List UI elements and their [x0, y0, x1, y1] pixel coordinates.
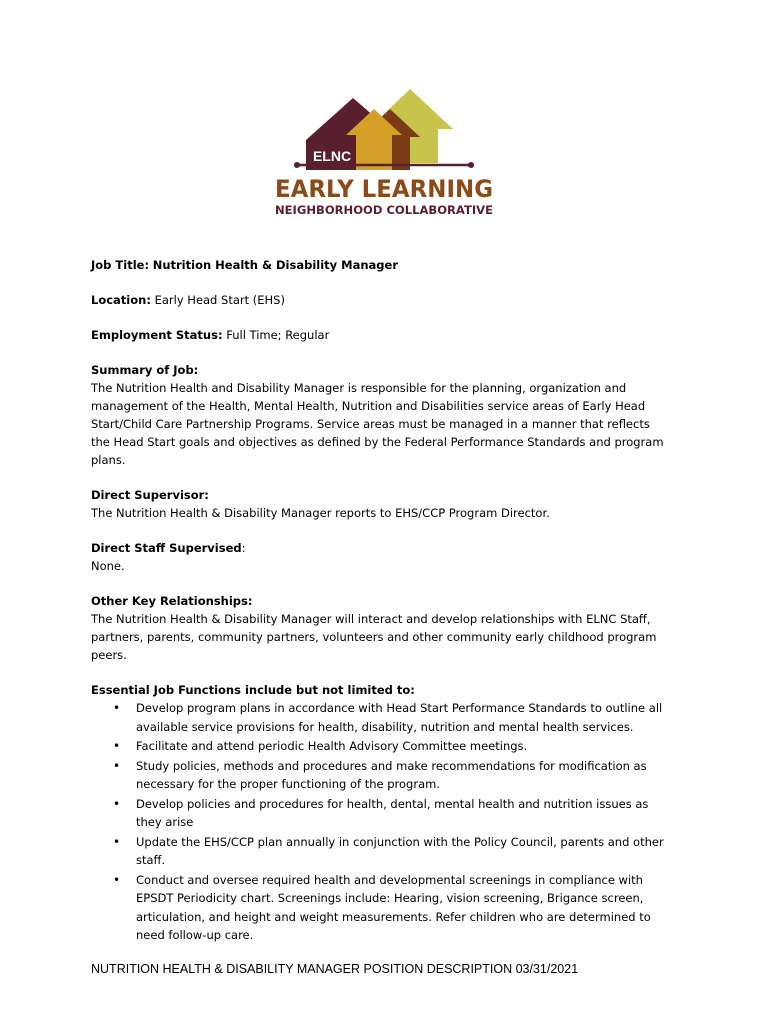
location-label: Location:: [91, 293, 151, 307]
bullet-icon: •: [113, 872, 121, 887]
relationships-heading: Other Key Relationships:: [91, 594, 253, 608]
bullet-icon: •: [113, 834, 121, 849]
list-item-text: Update the EHS/CCP plan annually in conjunction with the Policy Council, parents and other staff.: [136, 834, 664, 867]
page-footer: NUTRITION HEALTH & DISABILITY MANAGER POSITION DESCRIPTION 03/31/2021: [91, 962, 579, 976]
functions-heading: Essential Job Functions include but not limited to:: [91, 683, 415, 697]
job-title-value: Nutrition Health & Disability Manager: [152, 258, 399, 272]
employment-status-value: Full Time; Regular: [226, 328, 330, 342]
direct-staff-section: [91, 539, 671, 575]
bullet-icon: •: [113, 701, 121, 715]
employment-status-label: Employment Status:: [91, 328, 223, 342]
list-item-text: Study policies, methods and procedures and make recommendations for modification as necessary for the proper functioning of the program.: [136, 758, 647, 791]
functions-list: [91, 699, 671, 945]
elnc-logo: [270, 85, 498, 220]
direct-staff-heading: Direct Staff Supervised: [91, 541, 242, 555]
job-title-label: Job Title:: [91, 258, 150, 272]
direct-supervisor-heading: Direct Supervisor:: [91, 488, 209, 502]
job-description: [91, 256, 671, 946]
direct-supervisor-section: [91, 486, 671, 522]
list-item-text: Develop program plans in accordance with Head Start Performance Standards to outline all available service provisions for health, disability, nutrition and mental health services.: [136, 701, 663, 734]
logo-line1: EARLY LEARNING: [275, 175, 493, 203]
relationships-section: [91, 592, 671, 664]
logo-badge: ELNC: [312, 148, 352, 164]
list-item: [91, 795, 671, 832]
job-title-row: [91, 256, 671, 274]
list-item-text: Facilitate and attend periodic Health Advisory Committee meetings.: [136, 739, 528, 753]
list-item: [91, 737, 671, 756]
direct-staff-text: None.: [91, 559, 125, 573]
relationships-text: The Nutrition Health & Disability Manager will interact and develop relationships with ELNC Staff, partners, parents, community partners, volunteers and other community early childhood program peers.: [91, 612, 657, 662]
bullet-icon: •: [113, 739, 121, 753]
employment-status-row: [91, 326, 671, 344]
list-item: [91, 757, 671, 794]
list-item-text: Conduct and oversee required health and developmental screenings in compliance with EPSDT Periodicity chart. Screenings include: Hearing, vision screening, Brigance screen, articulation, and height and weight measurements. Refer children who are determined to need follow-up care.: [136, 872, 651, 942]
list-item: [91, 699, 671, 736]
logo-line2: NEIGHBORHOOD COLLABORATIVE: [275, 203, 494, 217]
bullet-icon: •: [113, 796, 121, 811]
location-value: Early Head Start (EHS): [154, 293, 285, 307]
logo-dot-left: [294, 162, 300, 168]
direct-supervisor-text: The Nutrition Health & Disability Manager reports to EHS/CCP Program Director.: [91, 506, 550, 520]
direct-staff-colon: :: [241, 541, 246, 555]
location-row: [91, 291, 671, 309]
summary-text: The Nutrition Health and Disability Manager is responsible for the planning, organization and management of the Health, Mental Health, Nutrition and Disabilities service areas of Early Head Start/Child Care Partnership Programs. Service areas must be managed in a manner that reflects the Head Start goals and objectives as defined by the Federal Performance Standards and program plans.: [91, 381, 664, 467]
list-item: [91, 871, 671, 945]
direct-staff-heading-row: [91, 539, 671, 557]
summary-heading: Summary of Job:: [91, 363, 199, 377]
list-item-text: Develop policies and procedures for health, dental, mental health and nutrition issues as they arise: [136, 796, 649, 829]
bullet-icon: •: [113, 758, 121, 773]
logo-dot-right: [468, 162, 474, 168]
list-item: [91, 833, 671, 870]
functions-section: [91, 681, 671, 945]
summary-section: [91, 361, 671, 469]
